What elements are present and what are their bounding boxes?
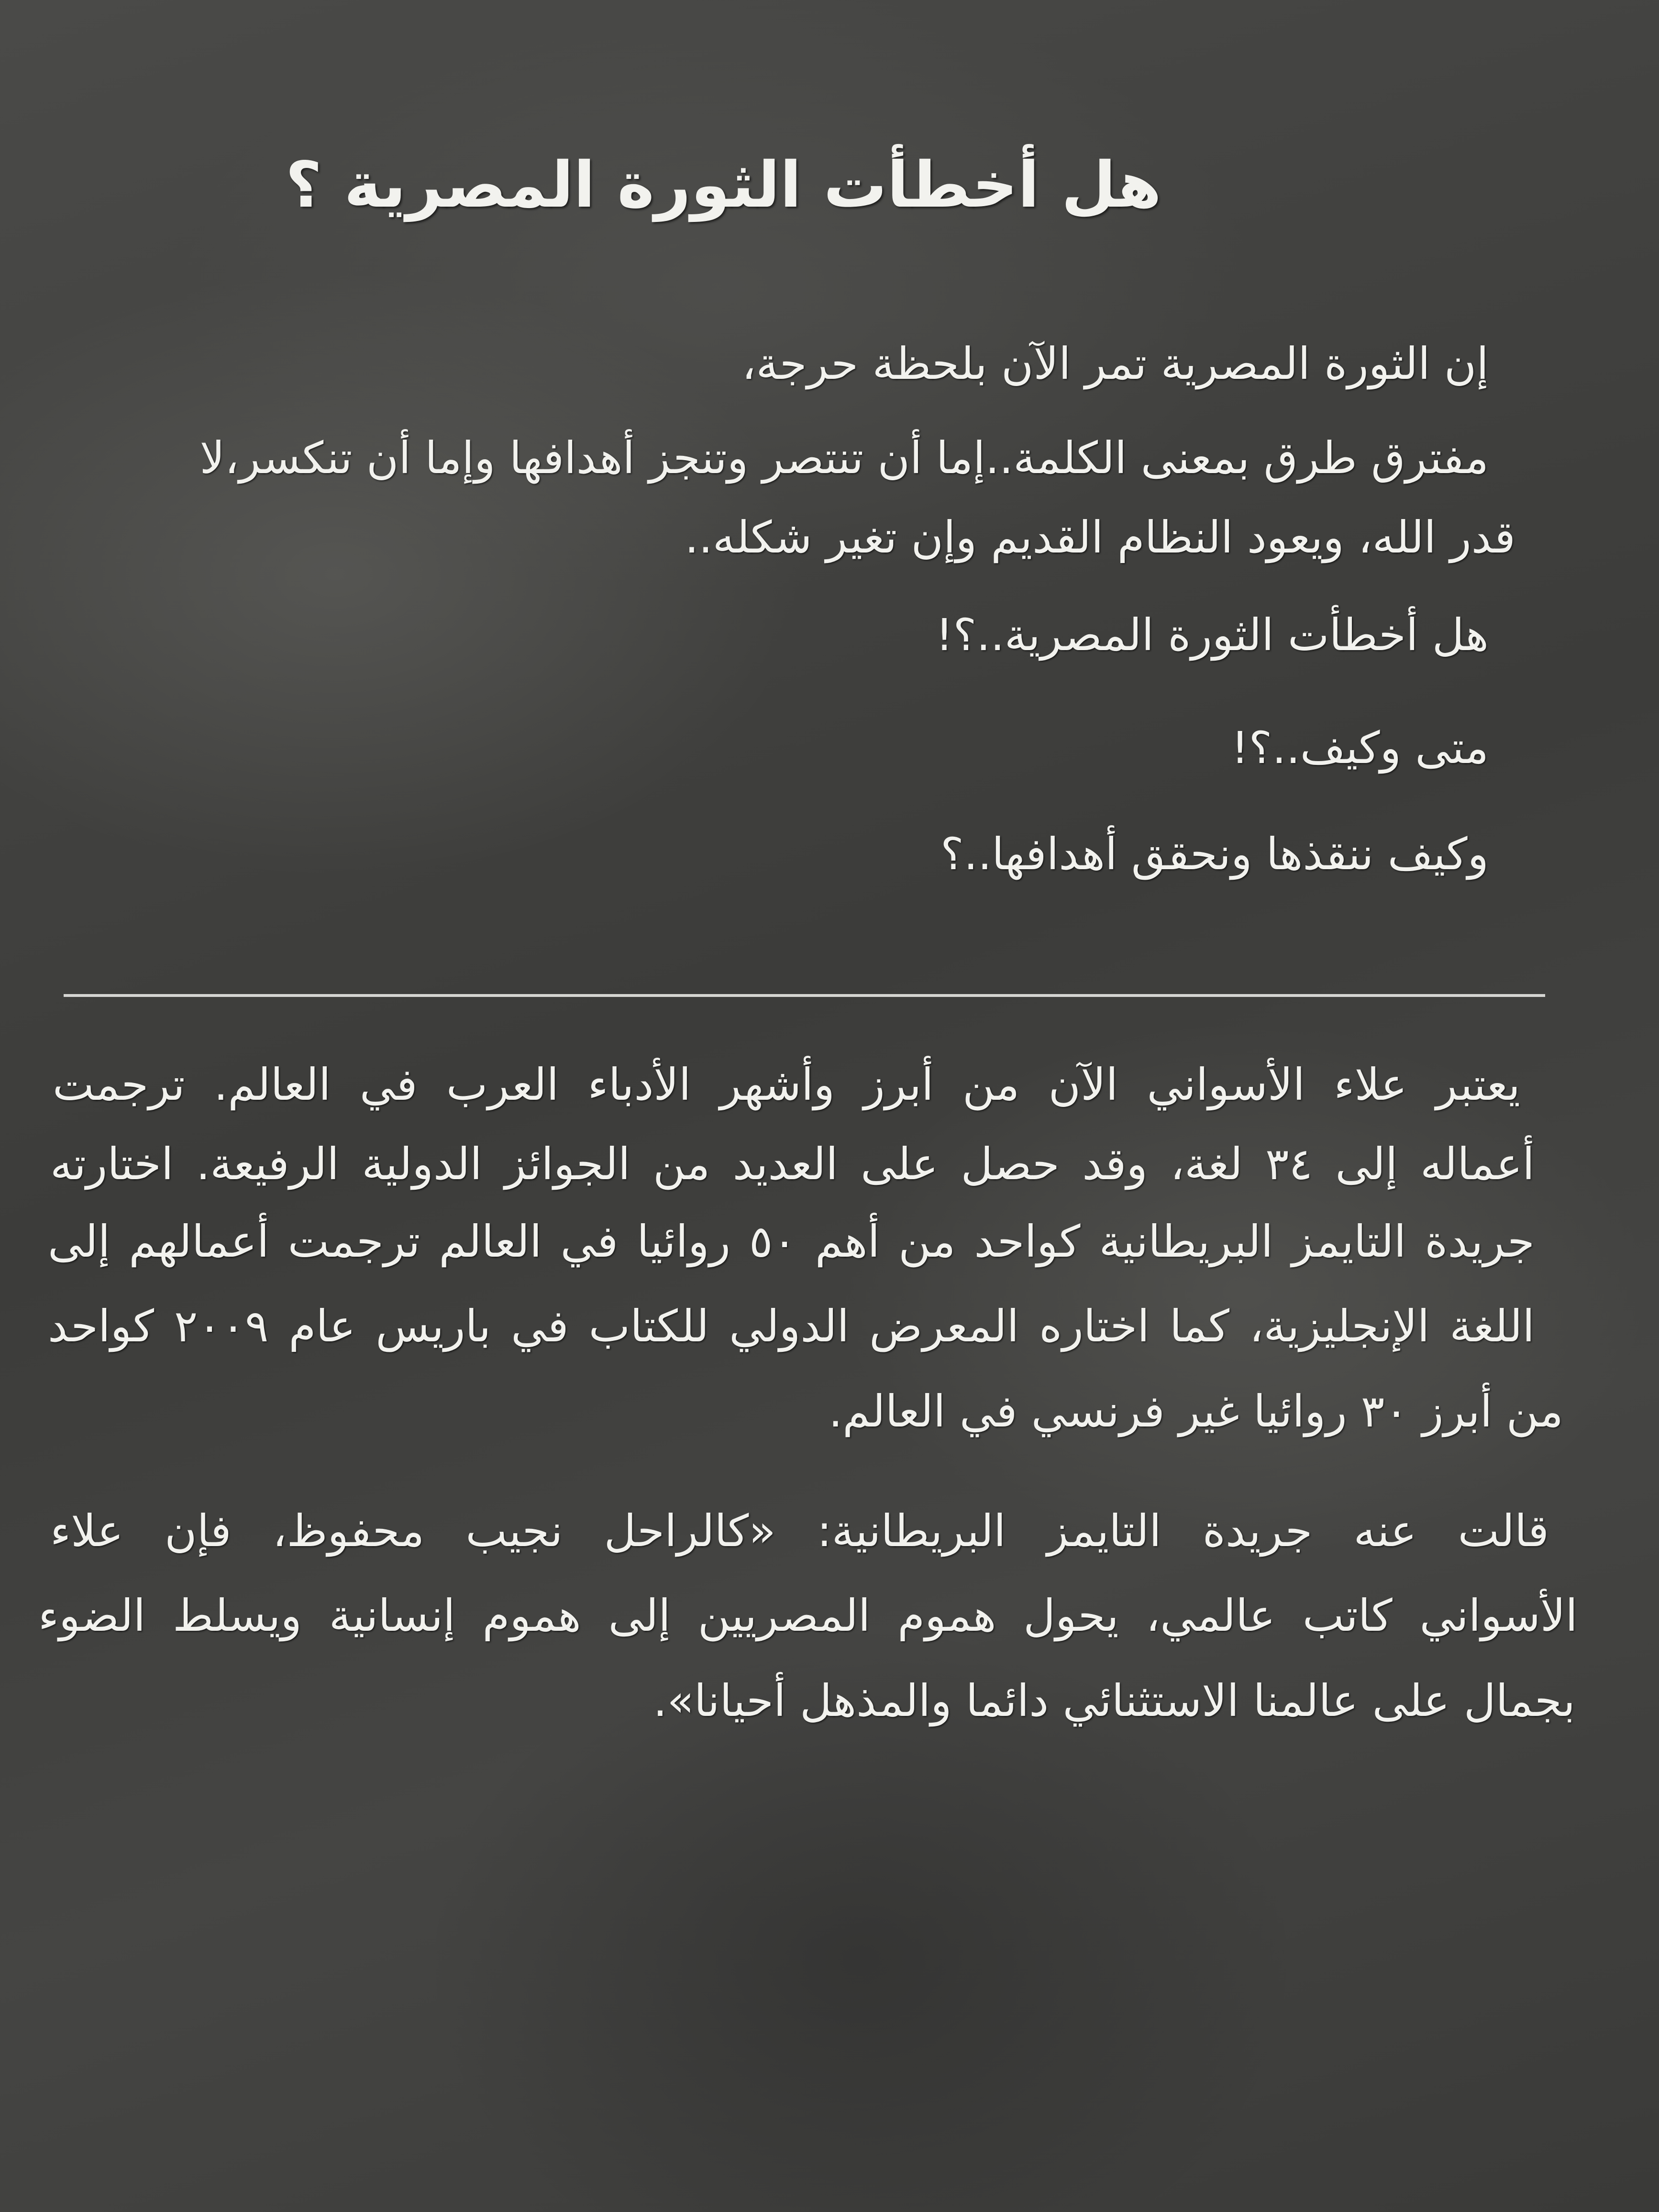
bio-line: جريدة التايمز البريطانية كواحد من أهم ٥٠ روائيا في العالم ترجمت أعمالهم إلى [48,1216,1535,1267]
quote-line: بجمال على عالمنا الاستثنائي دائما والمذهل أحيانا». [653,1675,1575,1726]
quote-line: الأسواني كاتب عالمي، يحول هموم المصريين إلى هموم إنسانية ويسلط الضوء [38,1590,1578,1641]
cover-title: هل أخطأت الثورة المصرية ؟ [285,148,1161,222]
bio-line: أعماله إلى ٣٤ لغة، وقد حصل على العديد من الجوائز الدولية الرفيعة. اختارته [50,1139,1535,1190]
intro-line: متى وكيف..؟! [1231,722,1489,774]
intro-line: إن الثورة المصرية تمر الآن بلحظة حرجة، [741,338,1489,389]
quote-line: قالت عنه جريدة التايمز البريطانية: «كالراحل نجيب محفوظ، فإن علاء [50,1505,1549,1557]
bio-line: من أبرز ٣٠ روائيا غير فرنسي في العالم. [829,1386,1563,1437]
intro-line: وكيف ننقذها ونحقق أهدافها..؟ [940,829,1489,880]
intro-line: هل أخطأت الثورة المصرية..؟! [935,609,1489,661]
intro-line: مفترق طرق بمعنى الكلمة..إما أن تنتصر وتنجز أهدافها وإما أن تنكسر،لا [199,432,1489,484]
bio-line: يعتبر علاء الأسواني الآن من أبرز وأشهر الأدباء العرب في العالم. ترجمت [53,1059,1520,1110]
bio-line: اللغة الإنجليزية، كما اختاره المعرض الدولي للكتاب في باريس عام ٢٠٠٩ كواحد [48,1301,1535,1352]
divider [64,994,1545,997]
intro-line: قدر الله، ويعود النظام القديم وإن تغير شكله.. [685,512,1515,563]
